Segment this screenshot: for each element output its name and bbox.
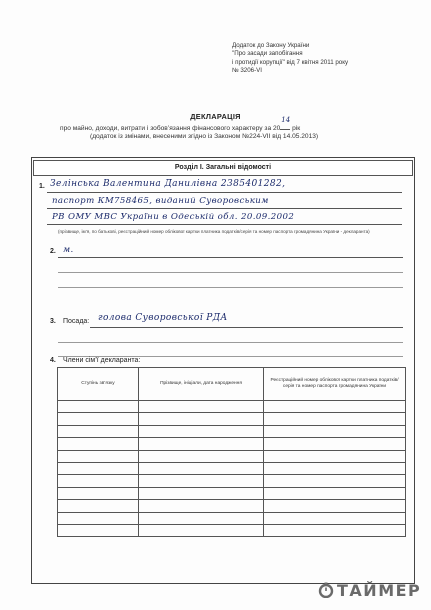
- handwritten-name-line: Зелінська Валентина Данилівна 2385401282,: [50, 179, 286, 189]
- section-header: Розділ І. Загальні відомості: [33, 160, 413, 176]
- handwritten-position: голова Суворовської РДА: [98, 313, 228, 323]
- table-cell: [139, 425, 264, 437]
- item1-caption: (прізвище, ім’я, по батькові, реєстраційний номер облікової картки платника податків/серія та номер паспорта громадянина України - декларанта): [58, 229, 370, 234]
- table-cell: [139, 524, 264, 536]
- table-cell: [264, 462, 406, 474]
- form-line: [58, 272, 403, 273]
- table-cell: [139, 500, 264, 512]
- table-cell: [139, 462, 264, 474]
- family-members-label: Члени сім’ї декларанта:: [63, 357, 141, 364]
- table-row: [58, 425, 406, 437]
- table-row: [58, 500, 406, 512]
- table-cell: [58, 524, 139, 536]
- subtitle-suffix: рік: [290, 125, 301, 132]
- table-cell: [139, 487, 264, 499]
- table-cell: [139, 438, 264, 450]
- table-cell: [139, 413, 264, 425]
- appendix-line: "Про засади запобігання: [232, 50, 303, 58]
- item4-number: 4.: [50, 357, 56, 364]
- item3-number: 3.: [50, 318, 56, 325]
- table-cell: [264, 512, 406, 524]
- form-line: [47, 192, 402, 193]
- table-row: [58, 450, 406, 462]
- table-cell: [58, 500, 139, 512]
- position-label: Посада:: [63, 318, 90, 325]
- table-cell: [58, 413, 139, 425]
- handwritten-address: м.: [63, 245, 74, 255]
- form-line: [58, 257, 403, 258]
- table-cell: [139, 450, 264, 462]
- item1-number: 1.: [39, 183, 45, 190]
- form-line: [47, 224, 402, 225]
- form-line: [90, 327, 403, 328]
- table-cell: [139, 475, 264, 487]
- watermark-text: ТАЙМЕР: [337, 580, 422, 600]
- form-line: [58, 342, 403, 343]
- table-cell: [58, 450, 139, 462]
- table-cell: [264, 438, 406, 450]
- table-cell: [58, 401, 139, 413]
- table-row: [58, 462, 406, 474]
- appendix-line: № 3206-VI: [232, 66, 263, 74]
- document-title: ДЕКЛАРАЦІЯ: [190, 112, 241, 121]
- year-blank: [280, 116, 291, 130]
- family-members-table: [57, 367, 406, 537]
- handwritten-year: 14: [281, 116, 291, 124]
- column-header-tax-number: Реєстраційний номер облікової картки платника податків/ серія та номер паспорта громадянина України: [264, 368, 406, 401]
- table-cell: [139, 512, 264, 524]
- handwritten-passport-line: паспорт КМ758465, виданий Суворовським: [52, 196, 269, 206]
- handwritten-issuer-line: РВ ОМУ МВС України в Одеській обл. 20.09.2002: [52, 212, 295, 222]
- table-cell: [264, 487, 406, 499]
- table-cell: [264, 500, 406, 512]
- timer-watermark-logo: [318, 580, 421, 600]
- document-amendment-note: (додаток із змінами, внесеними згідно із Законом №224-VII від 14.05.2013): [90, 133, 319, 140]
- table-cell: [264, 401, 406, 413]
- table-cell: [58, 425, 139, 437]
- table-row: [58, 438, 406, 450]
- table-cell: [264, 524, 406, 536]
- table-row: [58, 524, 406, 536]
- table-cell: [264, 450, 406, 462]
- table-row: [58, 401, 406, 413]
- appendix-line: і протидії корупції" від 7 квітня 2011 року: [232, 58, 349, 66]
- table-row: [58, 413, 406, 425]
- table-cell: [264, 475, 406, 487]
- table-cell: [264, 425, 406, 437]
- table-row: [58, 512, 406, 524]
- column-header-name-birthdate: Прізвище, ініціали, дата народження: [139, 368, 264, 401]
- table-cell: [58, 438, 139, 450]
- appendix-note: [232, 42, 348, 75]
- form-line: [47, 208, 402, 209]
- table-row: [58, 487, 406, 499]
- table-cell: [139, 401, 264, 413]
- form-line: [58, 287, 403, 288]
- table-cell: [58, 512, 139, 524]
- column-header-relation: Ступінь зв’язку: [58, 368, 139, 401]
- table-cell: [58, 462, 139, 474]
- table-row: [58, 475, 406, 487]
- table-cell: [264, 413, 406, 425]
- item2-number: 2.: [50, 248, 56, 255]
- subtitle-prefix: про майно, доходи, витрати і зобов’язання фінансового характеру за 20: [60, 125, 281, 132]
- stopwatch-icon: [318, 582, 334, 598]
- table-body: [58, 401, 406, 537]
- table-header-row: [58, 368, 406, 401]
- table-cell: [58, 475, 139, 487]
- appendix-line: Додаток до Закону України: [232, 42, 310, 49]
- table-cell: [58, 487, 139, 499]
